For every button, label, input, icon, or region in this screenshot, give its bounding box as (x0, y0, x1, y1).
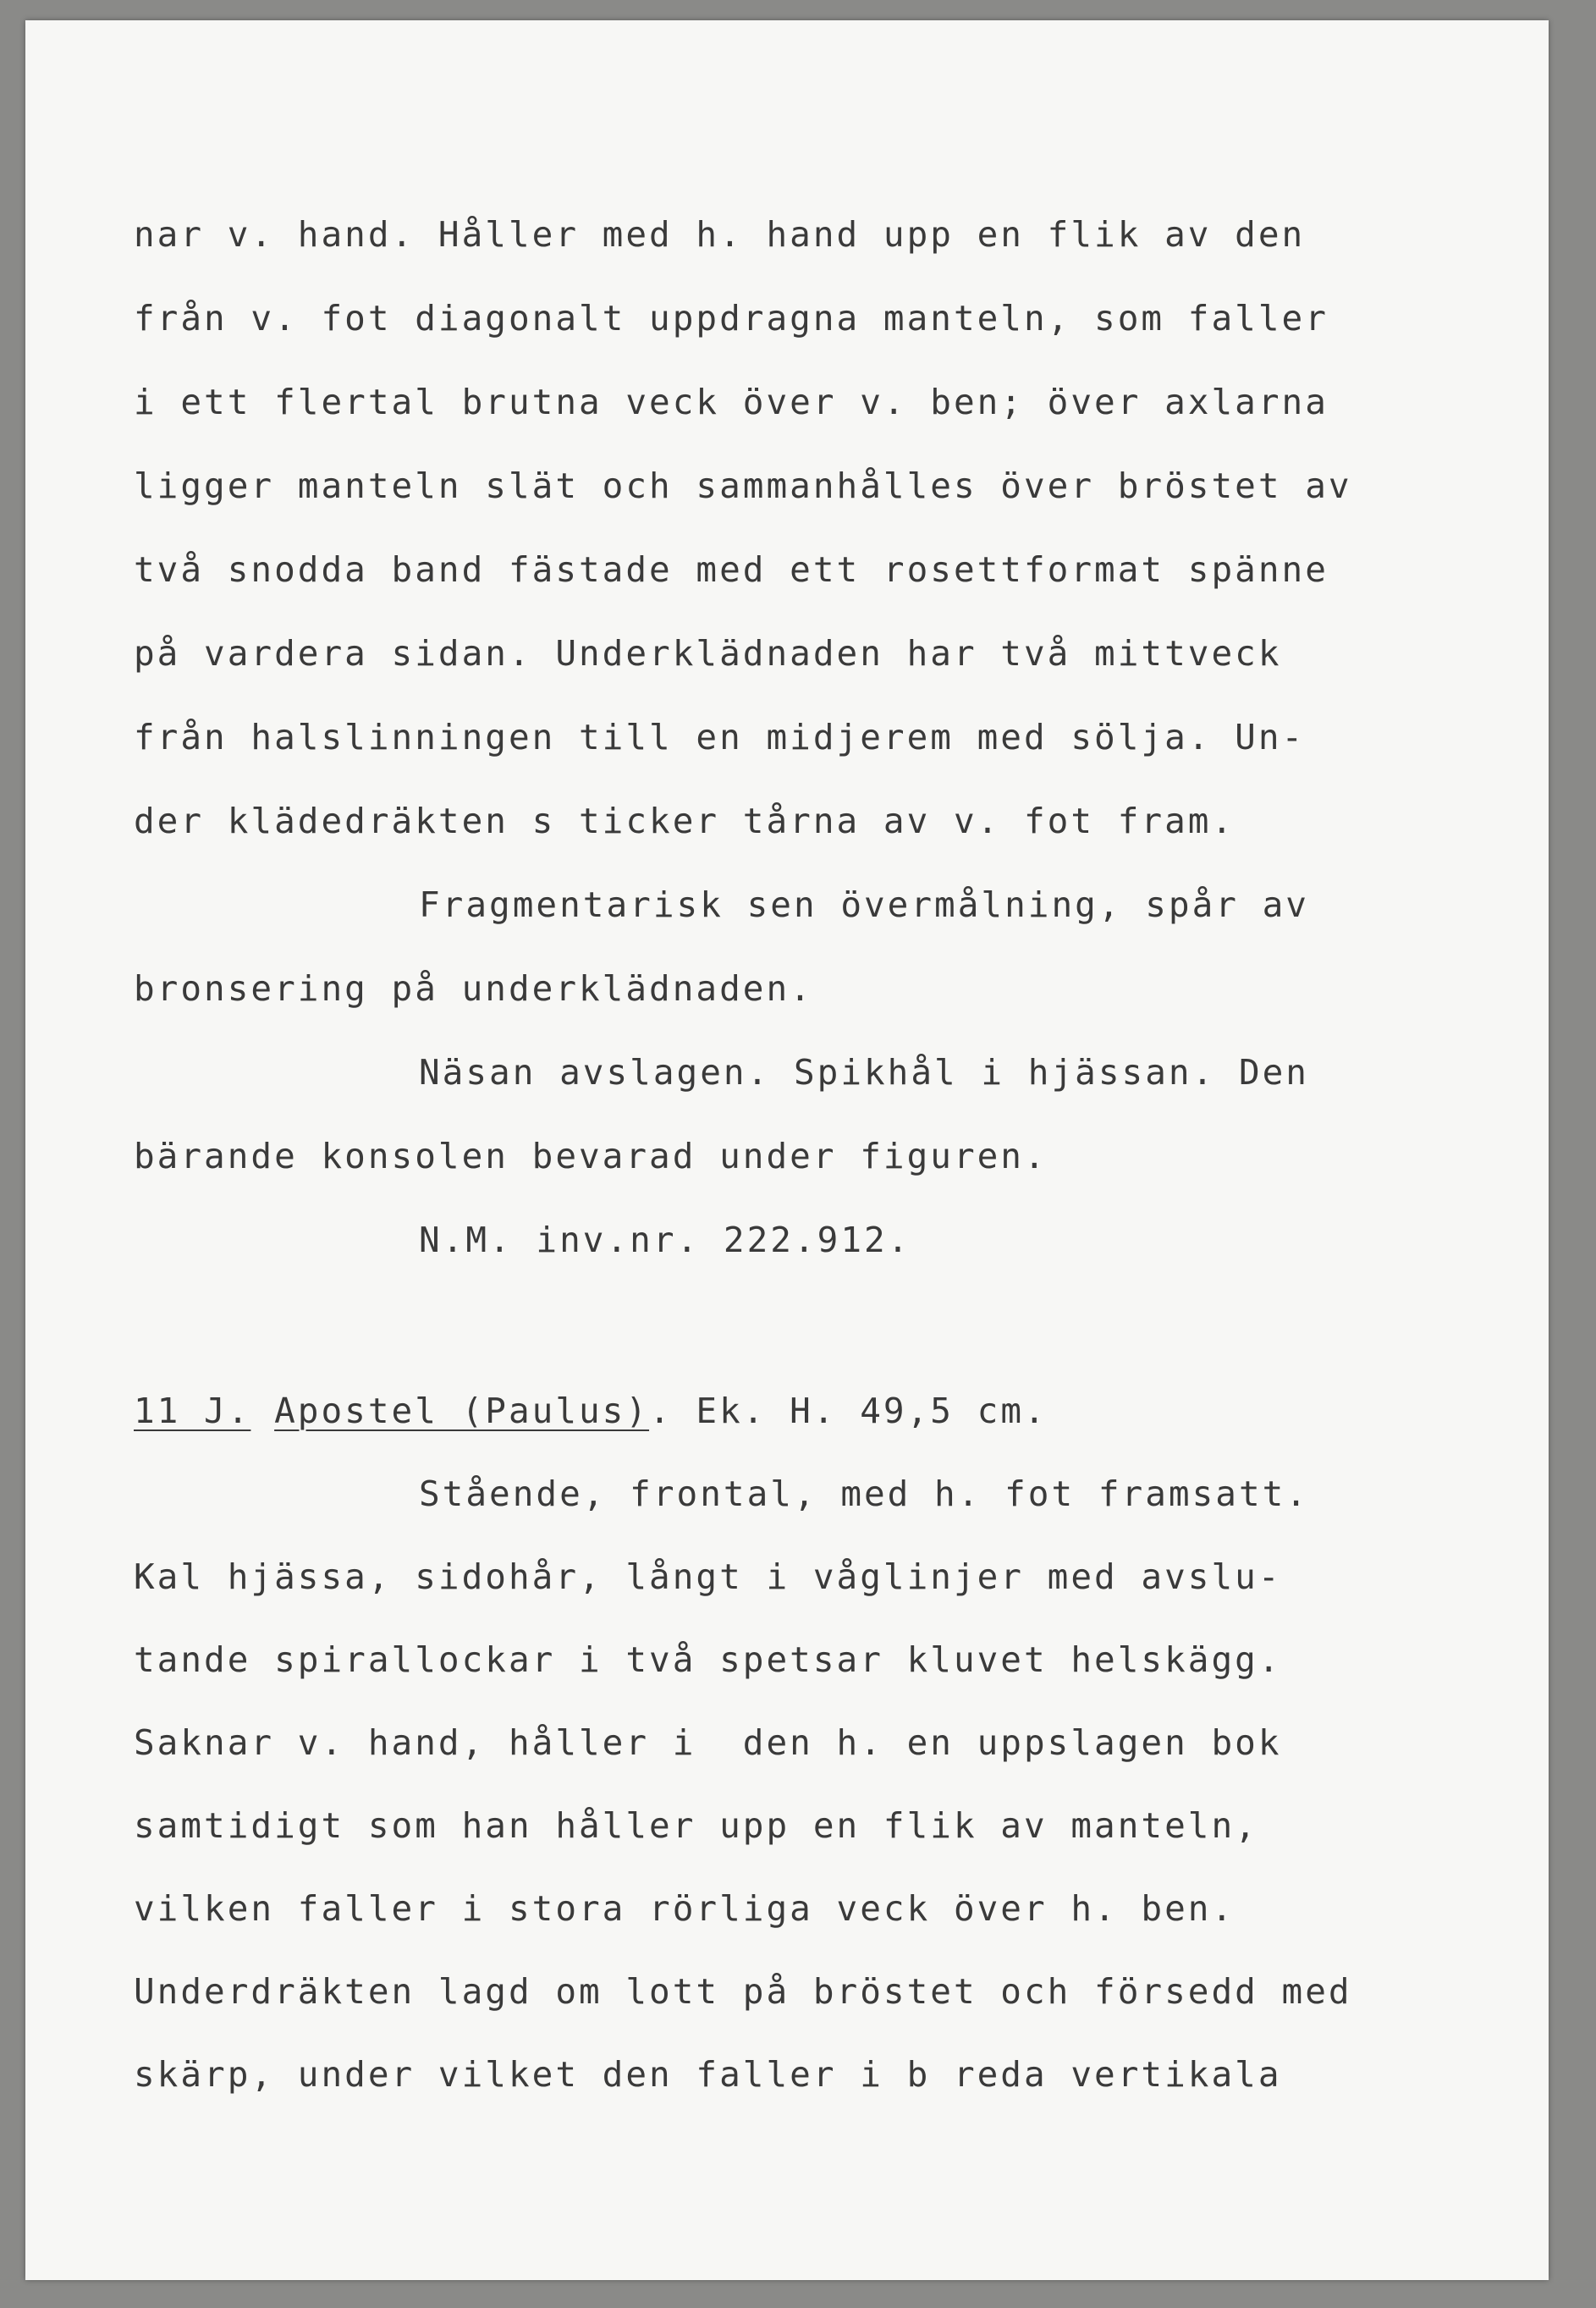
entry-details: . Ek. H. 49,5 cm. (649, 1391, 1048, 1431)
entry-title: Apostel (Paulus) (274, 1391, 650, 1431)
inventory-number: N.M. inv.nr. 222.912. (419, 1220, 911, 1260)
text-line: bronsering på underklädnaden. (134, 968, 813, 1009)
text-line: från halslinningen till en midjerem med sölja. Un- (134, 717, 1306, 757)
text-line: skärp, under vilket den faller i b reda vertikala (134, 2054, 1282, 2095)
text-line: ligger manteln slät och sammanhålles över bröstet av (134, 465, 1352, 506)
text-line: Underdräkten lagd om lott på bröstet och försedd med (134, 1971, 1352, 2012)
text-line: från v. fot diagonalt uppdragna manteln, som faller (134, 298, 1329, 339)
text-line: på vardera sidan. Underklädnaden har två mittveck (134, 633, 1282, 674)
text-line: Kal hjässa, sidohår, långt i våglinjer med avslu- (134, 1556, 1282, 1597)
text-line: två snodda band fästade med ett rosettformat spänne (134, 549, 1329, 590)
entry-heading (134, 1390, 1048, 1432)
text-line: Stående, frontal, med h. fot framsatt. (419, 1473, 1309, 1514)
text-line: Näsan avslagen. Spikhål i hjässan. Den (419, 1052, 1309, 1093)
text-line: der klädedräkten s ticker tårna av v. fot fram. (134, 801, 1236, 841)
text-line: nar v. hand. Håller med h. hand upp en flik av den (134, 214, 1306, 255)
entry-number: 11 J. (134, 1391, 251, 1431)
text-line: i ett flertal brutna veck över v. ben; över axlarna (134, 382, 1329, 422)
text-line: Saknar v. hand, håller i den h. en uppslagen bok (134, 1722, 1282, 1763)
text-line: samtidigt som han håller upp en flik av manteln, (134, 1805, 1258, 1846)
text-line: bärande konsolen bevarad under figuren. (134, 1136, 1048, 1176)
text-line: tande spirallockar i två spetsar kluvet helskägg. (134, 1639, 1282, 1680)
text-line: vilken faller i stora rörliga veck över h. ben. (134, 1888, 1236, 1929)
document-page (25, 20, 1549, 2280)
text-line: Fragmentarisk sen övermålning, spår av (419, 884, 1309, 925)
